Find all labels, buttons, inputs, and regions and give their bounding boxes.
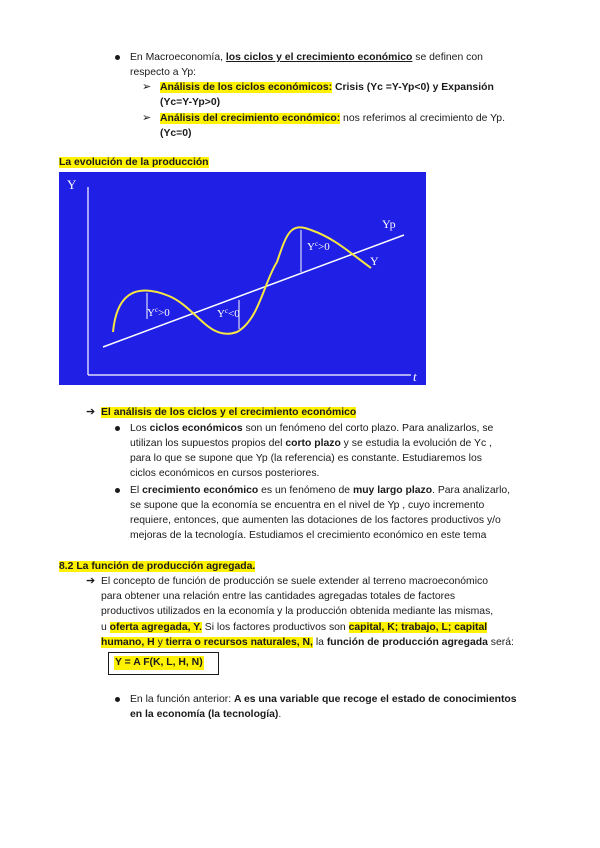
text: son un fenómeno del corto plazo. Para analizarlos, se (242, 423, 494, 434)
intro-line-2: respecto a Yp: (130, 67, 197, 78)
bold-text: en la economía (la tecnología) (130, 709, 279, 720)
analisis-heading (101, 405, 356, 420)
arrow-bullet-icon: ➔ (86, 406, 96, 418)
s82-line-1: El concepto de función de producción se suele extender al terreno macroeconómico (101, 576, 488, 587)
highlight-text: Análisis de los ciclos económicos: (160, 82, 333, 93)
text: Los (130, 423, 150, 434)
text: Crisis (Yc =Y-Yp<0) y Expansión (332, 82, 494, 93)
region-label-expansion-left: $Y^c>0$ (147, 306, 170, 319)
text: El (130, 485, 143, 496)
sub-bullet-ciclos-line-2: (Yc=Y-Yp>0) (160, 97, 221, 108)
production-evolution-figure (59, 172, 426, 385)
analisis-b1-line-4: ciclos económicos en cursos posteriores. (130, 468, 320, 479)
text: la (312, 637, 327, 648)
analisis-b1-line-2 (130, 436, 492, 451)
s82-line-3: productivos utilizados en la economía y la producción obtenida mediante las mismas, (101, 606, 494, 617)
text: se definen con (412, 52, 483, 63)
emphasis-text: los ciclos y el crecimiento económico (225, 52, 413, 63)
sub-bullet-crecimiento (160, 111, 505, 126)
s82-line-2: para obtener una relación entre las cantidades agregadas totales de factores (101, 591, 456, 602)
sub-bullet-crecimiento-line-2: (Yc=0) (160, 128, 192, 139)
s82-line-4 (101, 620, 487, 635)
analisis-b2-line-1 (130, 483, 510, 498)
text: es un fenómeno de (258, 485, 353, 496)
highlight-text: tierra o recursos naturales, N, (165, 637, 313, 648)
highlight-text: oferta agregada, Y. (109, 622, 202, 633)
analisis-b2-line-2: se supone que la economía se encuentra en el nivel de Yp , cuyo incremento (130, 500, 485, 511)
bold-text: crecimiento económico (142, 485, 259, 496)
highlight-text: Análisis del crecimiento económico: (160, 113, 341, 124)
highlight-text: y (154, 637, 166, 648)
s82-line-5 (101, 635, 514, 650)
region-label-crisis: $Y^c<0$ (217, 307, 240, 320)
x-axis-label: t (413, 369, 417, 384)
figure-svg (59, 172, 426, 385)
text: será: (487, 637, 514, 648)
highlight-text: 8.2 La función de producción agregada. (59, 561, 256, 572)
region-label-expansion-right: $Y^c>0$ (307, 240, 330, 253)
intro-line-1 (130, 50, 483, 65)
arrowhead-bullet-icon: ➢ (142, 81, 152, 93)
text: Si los factores productivos son (201, 622, 349, 633)
note-line-1 (130, 692, 517, 707)
section-title-8-2 (59, 559, 255, 574)
text: u (101, 622, 110, 633)
bold-text: muy largo plazo (352, 485, 433, 496)
text: utilizan los supuestos propios del (130, 438, 286, 449)
highlight-text: humano, H (101, 637, 155, 648)
text: nos referimos al crecimiento de Yp. (340, 113, 505, 124)
sub-bullet-ciclos (160, 80, 494, 95)
bold-text: corto plazo (285, 438, 341, 449)
bullet-dot (115, 426, 120, 431)
arrowhead-bullet-icon: ➢ (142, 112, 152, 124)
analisis-b1-line-3: para lo que se supone que Yp (la referencia) es constante. Estudiaremos los (130, 453, 482, 464)
note-line-2 (130, 707, 281, 722)
text: . Para analizarlo, (432, 485, 511, 496)
formula: Y = A F(K, L, H, N) (115, 657, 203, 668)
highlight-text: La evolución de la producción (59, 157, 209, 168)
curve-label: Y (370, 254, 379, 268)
bullet-dot (115, 697, 120, 702)
analisis-b1-line-1 (130, 421, 493, 436)
bullet-dot (115, 55, 120, 60)
highlight-text: El análisis de los ciclos y el crecimiento económico (101, 407, 357, 418)
section-title-evolucion (59, 155, 209, 170)
text: En Macroeconomía, (130, 52, 226, 63)
text: En la función anterior: (130, 694, 234, 705)
highlight-text: capital, K; trabajo, L; capital (348, 622, 488, 633)
bold-text: ciclos económicos (149, 423, 243, 434)
analisis-b2-line-4: mejoras de la tecnología. Estudiamos el crecimiento económico en este tema (130, 530, 487, 541)
bold-text: función de producción agregada (326, 637, 488, 648)
analisis-b2-line-3: requiere, entonces, que aumenten las dotaciones de los factores productivos y/o (130, 515, 501, 526)
production-function-formula-box (108, 652, 219, 675)
text: y se estudia la evolución de Yc , (340, 438, 492, 449)
y-axis-label: Y (67, 177, 77, 192)
text: . (278, 709, 282, 720)
bold-text: A es una variable que recoge el estado de conocimientos (233, 694, 517, 705)
trend-label: Yp (382, 217, 396, 231)
arrow-bullet-icon: ➔ (86, 575, 96, 587)
bullet-dot (115, 488, 120, 493)
